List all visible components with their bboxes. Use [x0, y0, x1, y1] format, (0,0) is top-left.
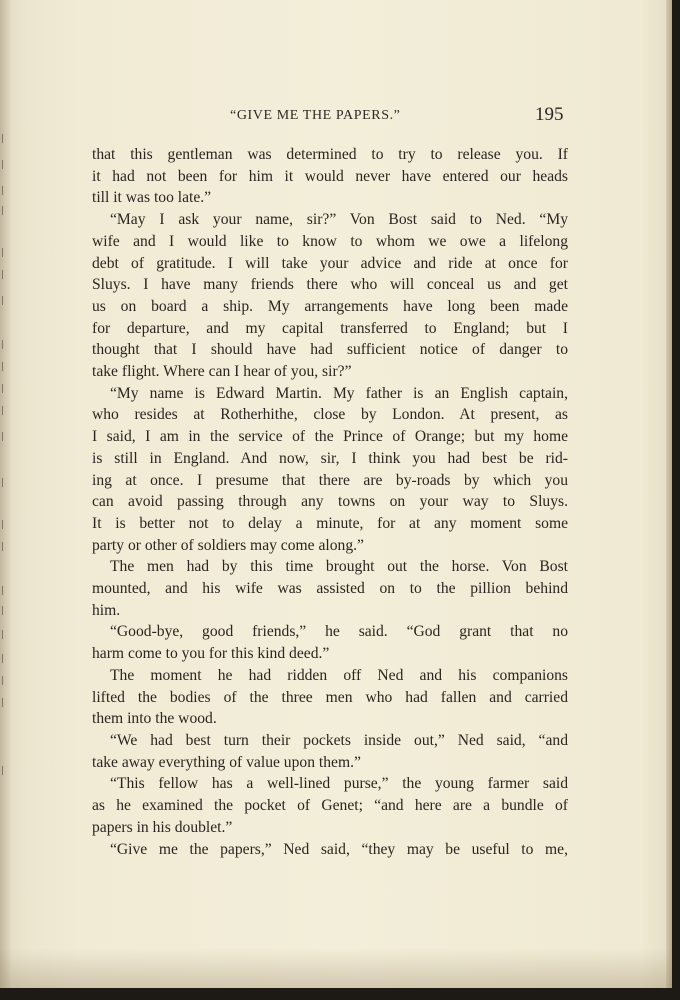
- text-line: party or other of soldiers may come along.”: [92, 536, 364, 554]
- text-line: till it was too late.”: [92, 189, 212, 207]
- text-line: take away everything of value upon them.”: [92, 753, 361, 771]
- text-line: can avoid passing through any towns on your way to Sluys.: [92, 493, 568, 511]
- running-title: “GIVE ME THE PAPERS.”: [230, 108, 401, 123]
- bottom-shadow: [0, 948, 672, 988]
- running-header: [0, 104, 672, 128]
- text-line: mounted, and his wife was assisted on to the pillion behind: [92, 580, 568, 598]
- text-line: The men had by this time brought out the horse. Von Bost: [110, 558, 568, 576]
- text-line: it had not been for him it would never have entered our heads: [92, 167, 568, 185]
- text-line: wife and I would like to know to whom we owe a lifelong: [92, 232, 568, 250]
- text-line: who resides at Rotherhithe, close by London. At present, as: [92, 406, 568, 424]
- text-line: that this gentleman was determined to try to release you. If: [92, 146, 568, 163]
- gutter-shadow: [0, 0, 12, 988]
- text-line: us on board a ship. My arrangements have long been made: [92, 297, 568, 315]
- text-line: “May I ask your name, sir?” Von Bost said to Ned. “My: [110, 211, 568, 229]
- text-line: lifted the bodies of the three men who had fallen and carried: [92, 688, 568, 706]
- text-line: “Good-bye, good friends,” he said. “God grant that no: [110, 623, 568, 641]
- text-line: Sluys. I have many friends there who will conceal us and get: [92, 276, 568, 294]
- text-line: “My name is Edward Martin. My father is an English captain,: [110, 384, 568, 402]
- text-line: debt of gratitude. I will take your advice and ride at once for: [92, 254, 568, 272]
- text-line: papers in his doublet.”: [92, 818, 233, 836]
- text-line: thought that I should have had sufficient notice of danger to: [92, 341, 568, 359]
- text-line: take flight. Where can I hear of you, sir?”: [92, 363, 352, 381]
- text-line: him.: [92, 601, 121, 619]
- text-line: “We had best turn their pockets inside out,” Ned said, “and: [110, 731, 568, 749]
- text-line: harm come to you for this kind deed.”: [92, 645, 330, 663]
- text-line: The moment he had ridden off Ned and his companions: [110, 666, 568, 684]
- text-line: them into the wood.: [92, 710, 217, 728]
- text-line: It is better not to delay a minute, for at any moment some: [92, 514, 568, 532]
- text-line: is still in England. And now, sir, I think you had best be rid-: [92, 449, 568, 467]
- text-line: “Give me the papers,” Ned said, “they may be useful to me,: [110, 840, 568, 858]
- text-line: for departure, and my capital transferred to England; but I: [92, 319, 568, 337]
- text-line: “This fellow has a well-lined purse,” the young farmer said: [110, 775, 568, 793]
- body-text: [92, 144, 568, 860]
- text-line: I said, I am in the service of the Prince of Orange; but my home: [92, 428, 568, 446]
- page-edge: [666, 0, 672, 988]
- text-line: as he examined the pocket of Genet; “and here are a bundle of: [92, 797, 568, 815]
- text-line: ing at once. I presume that there are by-roads by which you: [92, 471, 568, 489]
- page-number: 195: [535, 104, 564, 125]
